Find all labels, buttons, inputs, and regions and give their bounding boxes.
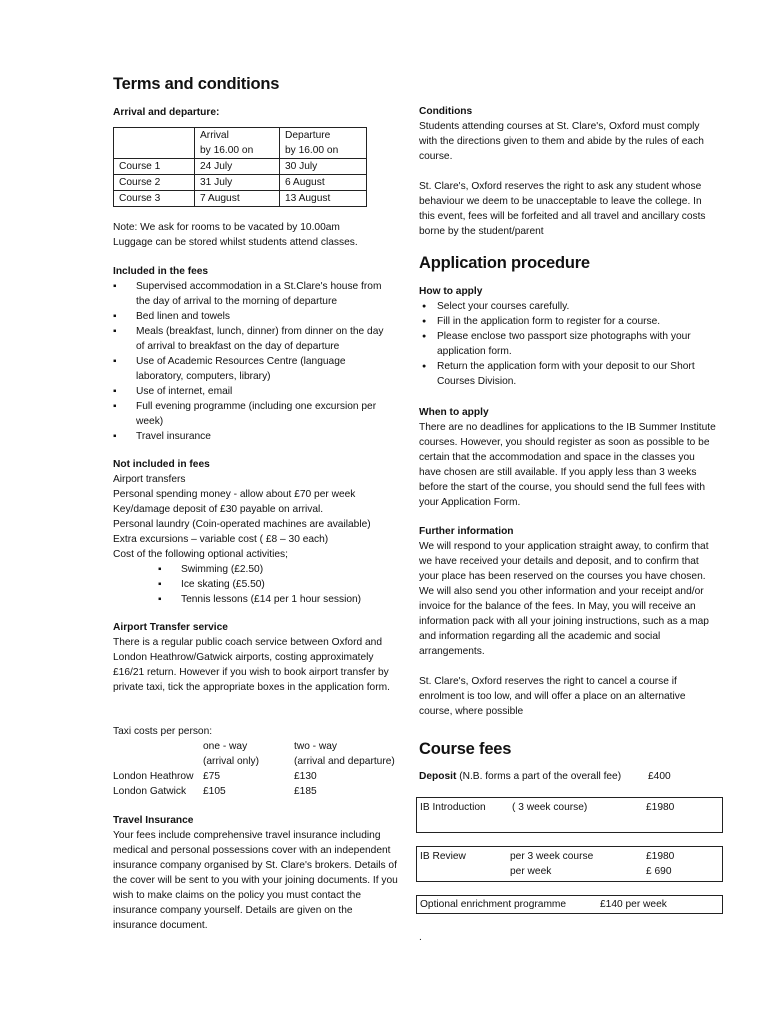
conditions-text: St. Clare's, Oxford reserves the right to ask any student whose behaviour we deem to be unacceptable to leave the college. In this event, fees will be forfeited and all travel and ancillary costs borne by the student/parent <box>419 181 706 237</box>
table-cell: 7 August <box>195 191 280 207</box>
application-title: Application procedure <box>419 254 590 272</box>
not-included-line: Personal laundry (Coin-operated machines are available) <box>113 519 371 530</box>
deposit-row <box>419 769 621 784</box>
list-item: ▪ Meals (breakfast, lunch, dinner) from dinner on the day of arrival to breakfast on the day of departure <box>113 324 393 354</box>
trailing-mark: . <box>419 932 422 943</box>
list-item: ▪ Supervised accommodation in a St.Clare's house from the day of arrival to the morning of departure <box>113 279 393 309</box>
how-to-apply-section <box>419 284 719 389</box>
table-cell <box>114 128 195 159</box>
list-item: ▪ Tennis lessons (£14 per 1 hour session) <box>113 592 398 607</box>
list-item: ● Return the application form with your deposit to our Short Courses Division. <box>419 359 719 389</box>
table-row <box>114 159 367 175</box>
course-fees-title: Course fees <box>419 740 512 758</box>
further-heading: Further information <box>419 526 514 537</box>
table-cell: Course 3 <box>114 191 195 207</box>
table-cell: 6 August <box>280 175 367 191</box>
travel-text: Your fees include comprehensive travel insurance including medical and personal possessions cover with an independent insurance company organised by St. Clare's brokers. Details of the cover will be sent to you with your joining documents. If you wish to make claims on the policy you must contact the insurance company yourself. Details are given on the insurance document. <box>113 830 398 931</box>
included-list <box>113 279 393 444</box>
cancel-text: St. Clare's, Oxford reserves the right to cancel a course if enrolment is too low, and will offer a place on an alternative course, where possible <box>419 676 686 717</box>
arrival-schedule-table <box>113 127 367 207</box>
included-heading: Included in the fees <box>113 266 209 277</box>
how-heading: How to apply <box>419 286 483 297</box>
table-cell: Course 2 <box>114 175 195 191</box>
deposit-note: (N.B. forms a part of the overall fee) <box>456 771 622 782</box>
table-row <box>114 175 367 191</box>
list-item: ● Please enclose two passport size photographs with your application form. <box>419 329 719 359</box>
conditions-section <box>419 104 719 239</box>
included-section <box>113 264 393 444</box>
list-item: ▪ Full evening programme (including one excursion per week) <box>113 399 393 429</box>
table-cell: £130 <box>294 771 317 782</box>
not-included-line: Key/damage deposit of £30 payable on arrival. <box>113 504 324 515</box>
fee-desc: per week <box>510 866 552 877</box>
page-title: Terms and conditions <box>113 75 280 93</box>
table-cell: London Heathrow <box>113 771 194 782</box>
airport-section <box>113 620 398 695</box>
deposit-value: £400 <box>648 771 671 782</box>
list-item: ● Select your courses carefully. <box>419 299 719 314</box>
table-row <box>114 128 367 159</box>
arrival-note: Note: We ask for rooms to be vacated by 10.00am <box>113 222 340 233</box>
table-cell: 31 July <box>195 175 280 191</box>
airport-text: There is a regular public coach service between Oxford and London Heathrow/Gatwick airports, costing approximately £16/21 return. However if you wish to book airport transfer by private taxi, tick the appropriate boxes in the application form. <box>113 637 390 693</box>
table-row <box>114 191 367 207</box>
list-item: ▪ Use of Academic Resources Centre (language laboratory, computers, library) <box>113 354 393 384</box>
list-item: ● Fill in the application form to register for a course. <box>419 314 719 329</box>
conditions-heading: Conditions <box>419 106 473 117</box>
table-cell <box>113 739 203 769</box>
table-header-arrival: Arrival by 16.00 on <box>195 128 280 159</box>
fee-name: IB Introduction <box>420 802 486 813</box>
activities-list <box>113 562 398 607</box>
fee-name: Optional enrichment programme <box>420 899 567 910</box>
airport-heading: Airport Transfer service <box>113 622 228 633</box>
when-to-apply-section <box>419 405 719 510</box>
optional-enrichment-box <box>416 895 723 914</box>
further-information-section <box>419 524 719 719</box>
table-header-departure: Departure by 16.00 on <box>280 128 367 159</box>
not-included-line: Personal spending money - allow about £70 per week <box>113 489 356 500</box>
list-item: ▪ Travel insurance <box>113 429 393 444</box>
list-item: ▪ Bed linen and towels <box>113 309 393 324</box>
when-heading: When to apply <box>419 407 489 418</box>
further-text: We will respond to your application straight away, to confirm that we have received your details and deposit, and to confirm that your place has been reserved on the courses you have chosen. We will also send you other information and your receipt and/or invoice for the balance of the fees. In May, you will receive an information pack with all your joining instructions, such as a map and information regarding all the academic and social arrangements. <box>419 541 709 657</box>
ib-introduction-box <box>416 797 723 833</box>
table-cell: £75 <box>203 771 220 782</box>
conditions-text: Students attending courses at St. Clare's, Oxford must comply with the directions given to them and abide by the rules of each course. <box>419 121 704 162</box>
not-included-line: Airport transfers <box>113 474 186 485</box>
list-item: ▪ Swimming (£2.50) <box>113 562 398 577</box>
table-cell: London Gatwick <box>113 786 187 797</box>
not-included-section <box>113 457 398 607</box>
ib-review-box <box>416 846 723 882</box>
table-cell: 24 July <box>195 159 280 175</box>
when-text: There are no deadlines for applications to the IB Summer Institute courses. However, you should register as soon as possible to be certain that the accommodation and space in the classes you have chosen are still available. If you apply less than 3 weeks before the start of the course, you should send the full fees with your Application Form. <box>419 422 716 508</box>
table-cell: Course 1 <box>114 159 195 175</box>
table-cell: 30 July <box>280 159 367 175</box>
taxi-table <box>113 739 404 799</box>
fee-price: £140 per week <box>600 899 667 910</box>
table-cell: £185 <box>294 786 317 797</box>
list-item: ▪ Use of internet, email <box>113 384 393 399</box>
table-row <box>113 784 404 799</box>
table-cell: £105 <box>203 786 226 797</box>
taxi-header-one-way: one - way (arrival only) <box>203 741 260 767</box>
fee-price: £ 690 <box>646 866 672 877</box>
travel-insurance-section <box>113 813 398 933</box>
fee-desc: ( 3 week course) <box>512 802 588 813</box>
deposit-label: Deposit <box>419 771 457 782</box>
how-list <box>419 299 719 389</box>
fee-desc: per 3 week course <box>510 851 594 862</box>
fee-price: £1980 <box>646 851 675 862</box>
table-row <box>113 769 404 784</box>
fee-name: IB Review <box>420 851 466 862</box>
travel-heading: Travel Insurance <box>113 815 194 826</box>
list-item: ▪ Ice skating (£5.50) <box>113 577 398 592</box>
taxi-header-two-way: two - way (arrival and departure) <box>294 741 395 767</box>
table-row <box>113 739 404 769</box>
arrival-heading: Arrival and departure: <box>113 107 220 118</box>
taxi-heading: Taxi costs per person: <box>113 726 213 737</box>
not-included-line: Extra excursions – variable cost ( £8 – 30 each) <box>113 534 329 545</box>
not-included-line: Cost of the following optional activities; <box>113 549 288 560</box>
table-cell: 13 August <box>280 191 367 207</box>
luggage-note: Luggage can be stored whilst students attend classes. <box>113 237 358 248</box>
not-included-heading: Not included in fees <box>113 459 210 470</box>
fee-price: £1980 <box>646 802 675 813</box>
